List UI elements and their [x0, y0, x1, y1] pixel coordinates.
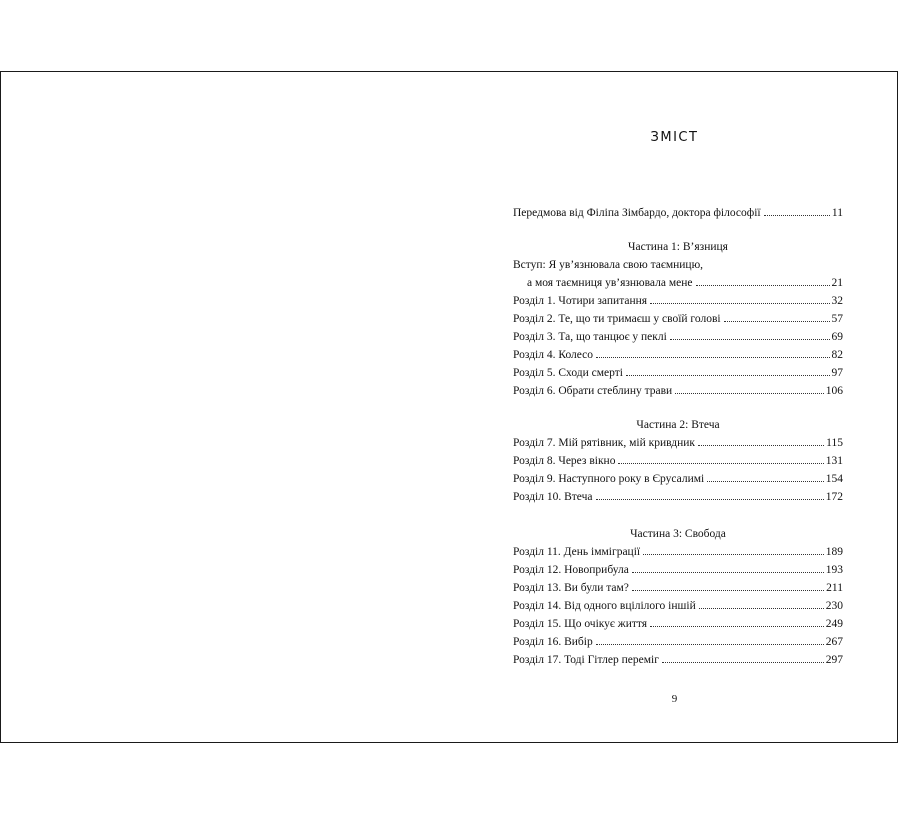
entry-title: Розділ 11. День імміграції — [513, 546, 641, 558]
toc-entry — [513, 633, 843, 651]
toc-entry — [513, 470, 843, 488]
entry-title: Розділ 1. Чотири запитання — [513, 295, 648, 307]
entry-page: 131 — [825, 455, 843, 467]
entry-page: 230 — [825, 600, 843, 612]
entry-page: 211 — [826, 582, 843, 594]
entry-title: а моя таємниця ув’язнювала мене — [527, 277, 693, 289]
toc-entry — [513, 651, 843, 669]
toc-entry — [513, 561, 843, 579]
dot-leader — [662, 662, 824, 663]
entry-page: 267 — [825, 636, 843, 648]
entry-title: Розділ 13. Ви були там? — [513, 582, 629, 594]
entry-page: 82 — [831, 349, 843, 361]
page-number: 9 — [671, 693, 678, 705]
dot-leader — [596, 499, 824, 500]
toc-entry — [513, 364, 843, 382]
toc-entry — [513, 452, 843, 470]
entry-page: 249 — [825, 618, 843, 630]
toc-entry — [513, 488, 843, 506]
entry-page: 106 — [825, 385, 843, 397]
dot-leader — [626, 375, 830, 376]
intro-title-line1: Вступ: Я ув’язнювала свою таємницю, — [513, 259, 704, 271]
entry-title: Розділ 9. Наступного року в Єрусалимі — [513, 473, 705, 485]
dot-leader — [699, 608, 824, 609]
dot-leader — [670, 339, 830, 340]
dot-leader — [764, 215, 830, 216]
dot-leader — [696, 285, 830, 286]
entry-page: 57 — [831, 313, 843, 325]
entry-page: 32 — [831, 295, 843, 307]
dot-leader — [707, 481, 824, 482]
toc-entry — [513, 382, 843, 400]
part-1-heading: Частина 1: В’язниця — [628, 241, 728, 253]
toc-entry-intro — [513, 274, 843, 292]
part-3-heading: Частина 3: Свобода — [630, 528, 726, 540]
dot-leader — [650, 303, 829, 304]
entry-page: 193 — [825, 564, 843, 576]
dot-leader — [698, 445, 824, 446]
entry-title: Розділ 5. Сходи смерті — [513, 367, 623, 379]
dot-leader — [675, 393, 824, 394]
toc-entry — [513, 310, 843, 328]
entry-title: Розділ 17. Тоді Гітлер переміг — [513, 654, 659, 666]
entry-page: 189 — [825, 546, 843, 558]
toc-entry — [513, 597, 843, 615]
entry-page: 11 — [831, 207, 843, 219]
dot-leader — [632, 590, 824, 591]
entry-title: Розділ 3. Та, що танцює у пеклі — [513, 331, 667, 343]
dot-leader — [596, 644, 824, 645]
entry-page: 115 — [826, 437, 843, 449]
entry-title: Розділ 14. Від одного вцілілого іншій — [513, 600, 696, 612]
entry-page: 21 — [831, 277, 843, 289]
table-of-contents — [513, 204, 843, 669]
dot-leader — [632, 572, 824, 573]
entry-title: Розділ 16. Вибір — [513, 636, 593, 648]
dot-leader — [650, 626, 824, 627]
entry-title: Розділ 6. Обрати стеблину трави — [513, 385, 673, 397]
toc-title: ЗМІСТ — [650, 130, 699, 145]
toc-entry — [513, 434, 843, 452]
left-page-blank — [1, 72, 449, 742]
book-spread — [0, 71, 898, 743]
entry-title: Розділ 15. Що очікує життя — [513, 618, 648, 630]
toc-entry — [513, 292, 843, 310]
entry-title: Розділ 4. Колесо — [513, 349, 594, 361]
toc-entry-preface — [513, 204, 843, 222]
entry-title: Розділ 10. Втеча — [513, 491, 593, 503]
entry-title: Розділ 7. Мій рятівник, мій кривдник — [513, 437, 696, 449]
entry-page: 297 — [825, 654, 843, 666]
entry-title: Розділ 2. Те, що ти тримаєш у своїй голові — [513, 313, 721, 325]
toc-entry — [513, 346, 843, 364]
entry-title: Розділ 8. Через вікно — [513, 455, 616, 467]
entry-page: 154 — [825, 473, 843, 485]
entry-page: 172 — [825, 491, 843, 503]
entry-title: Розділ 12. Новоприбула — [513, 564, 629, 576]
toc-entry — [513, 615, 843, 633]
dot-leader — [724, 321, 830, 322]
toc-entry — [513, 579, 843, 597]
right-page — [450, 72, 899, 742]
toc-entry — [513, 328, 843, 346]
part-2-heading: Частина 2: Втеча — [636, 419, 720, 431]
dot-leader — [618, 463, 823, 464]
entry-title: Передмова від Філіпа Зімбардо, доктора філософії — [513, 207, 761, 219]
dot-leader — [596, 357, 829, 358]
entry-page: 97 — [831, 367, 843, 379]
entry-page: 69 — [831, 331, 843, 343]
dot-leader — [643, 554, 824, 555]
toc-entry — [513, 543, 843, 561]
